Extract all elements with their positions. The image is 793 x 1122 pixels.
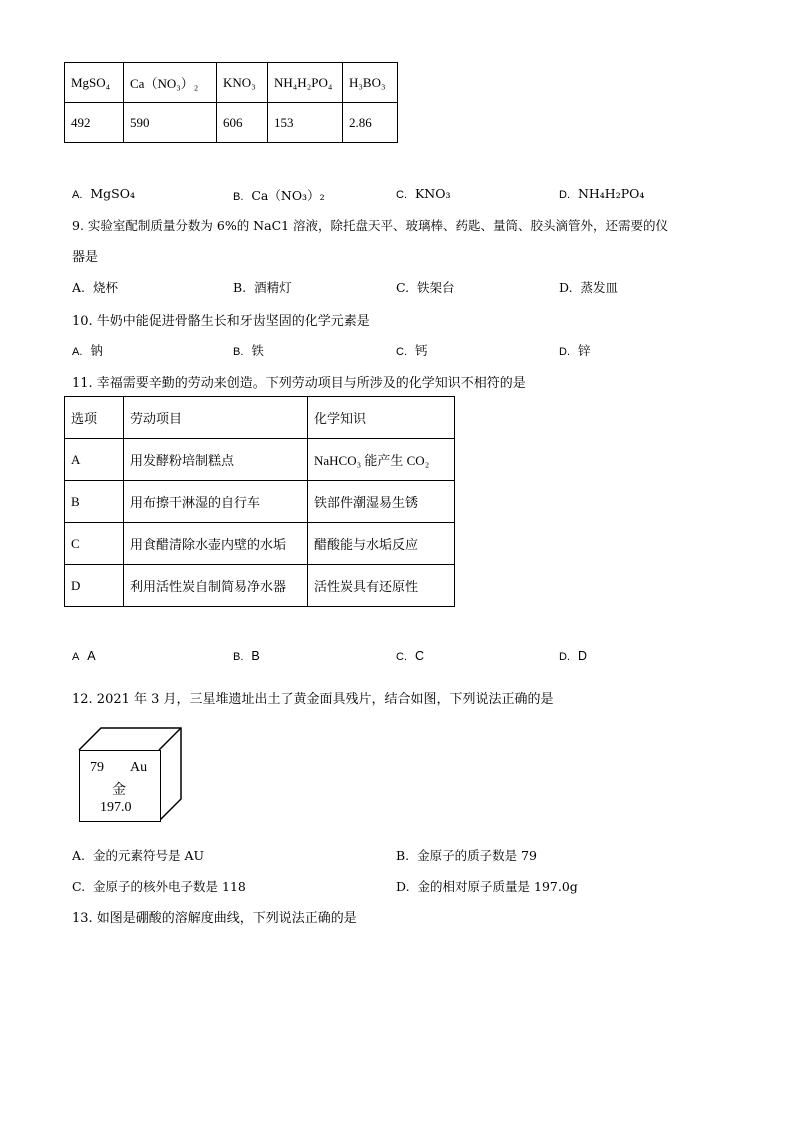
table-cell: 606 (217, 103, 268, 143)
option-a[interactable]: A. 钠 (72, 343, 103, 358)
table-cell: C (65, 523, 124, 565)
option-d[interactable]: D. NH₄H₂PO₄ (559, 186, 645, 201)
element-name: 金 (112, 782, 126, 798)
solubility-table (64, 62, 398, 143)
option-b[interactable]: B. B (233, 649, 260, 663)
table-header-cell: 选项 (65, 397, 124, 439)
option-b[interactable]: B. 酒精灯 (233, 280, 292, 295)
option-c[interactable]: C. KNO₃ (396, 186, 451, 201)
option-d[interactable]: D. 金的相对原子质量是 197.0g (396, 879, 578, 894)
table-cell: 用布擦干淋湿的自行车 (124, 481, 308, 523)
option-d[interactable]: D. 锌 (559, 343, 591, 358)
table-header-cell: H₃BO₃ (343, 63, 398, 103)
option-a[interactable]: A. MgSO₄ (72, 186, 135, 201)
table-cell: 用发酵粉培制糕点 (124, 439, 308, 481)
option-a[interactable]: A A (72, 649, 96, 663)
table-cell: 铁部件潮湿易生锈 (308, 481, 455, 523)
table-header-cell: MgSO₄ (65, 63, 124, 103)
table-header-cell: 化学知识 (308, 397, 455, 439)
table-cell: 2.86 (343, 103, 398, 143)
table-row (65, 523, 455, 565)
question-13-stem: 13. 如图是硼酸的溶解度曲线，下列说法正确的是 (72, 911, 357, 926)
table-cell: 492 (65, 103, 124, 143)
table-cell: D (65, 565, 124, 607)
option-c[interactable]: C. C (396, 649, 424, 663)
table-row (65, 481, 455, 523)
table-header-cell: NH₄H₂PO₄ (268, 63, 343, 103)
question-11-stem: 11. 幸福需要辛勤的劳动来创造。下列劳动项目与所涉及的化学知识不相符的是 (72, 376, 526, 391)
question-9-stem-cont: 器是 (72, 250, 99, 265)
option-c[interactable]: C. 钙 (396, 343, 428, 358)
question-12-stem: 12. 2021 年 3 月，三星堆遗址出土了黄金面具残片，结合如图，下列说法正确的是 (72, 692, 554, 707)
table-cell: 利用活性炭自制简易净水器 (124, 565, 308, 607)
option-c[interactable]: C. 铁架台 (396, 280, 455, 295)
option-b[interactable]: B. 铁 (233, 343, 264, 358)
table-cell: B (65, 481, 124, 523)
question-10-stem: 10. 牛奶中能促进骨骼生长和牙齿坚固的化学元素是 (72, 314, 370, 329)
table-row (65, 439, 455, 481)
table-cell: 活性炭具有还原性 (308, 565, 455, 607)
option-d[interactable]: D. D (559, 649, 587, 663)
element-symbol: Au (130, 760, 148, 775)
atomic-mass: 197.0 (100, 800, 132, 815)
option-a[interactable]: A. 金的元素符号是 AU (72, 848, 205, 863)
labor-table (64, 396, 455, 607)
table-cell: 用食醋清除水壶内壁的水垢 (124, 523, 308, 565)
atomic-number: 79 (90, 760, 104, 775)
option-d[interactable]: D. 蒸发皿 (559, 280, 619, 295)
element-card (79, 750, 161, 822)
table-header-cell: 劳动项目 (124, 397, 308, 439)
table-cell: 醋酸能与水垢反应 (308, 523, 455, 565)
table-header-cell: KNO₃ (217, 63, 268, 103)
table-cell: 590 (124, 103, 217, 143)
table-header-cell: Ca（NO₃）₂ (124, 63, 217, 103)
option-c[interactable]: C. 金原子的核外电子数是 118 (72, 879, 246, 894)
table-cell: A (65, 439, 124, 481)
option-a[interactable]: A. 烧杯 (72, 280, 118, 295)
option-b[interactable]: B. Ca（NO₃）₂ (233, 188, 325, 203)
table-cell: NaHCO₃ 能产生 CO₂ (308, 439, 455, 481)
question-9-stem: 9. 实验室配制质量分数为 6%的 NaC1 溶液，除托盘天平、玻璃棒、药匙、量筒、胶头滴管外，还需要的仪 (72, 218, 669, 233)
table-row (65, 565, 455, 607)
table-cell: 153 (268, 103, 343, 143)
option-b[interactable]: B. 金原子的质子数是 79 (396, 848, 538, 863)
